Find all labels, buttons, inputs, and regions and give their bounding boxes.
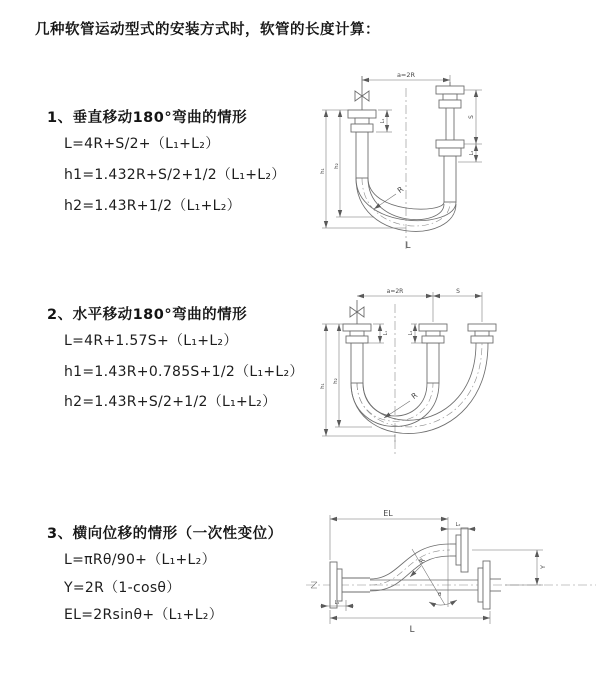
dim-label-l2: L₂ (469, 150, 475, 156)
formula-line: L=4R+1.57S+（L₁+L₂） (64, 333, 238, 349)
radius-label: R (409, 390, 420, 401)
dimension-l (330, 610, 490, 635)
dim-label-l2: L₂ (455, 522, 461, 528)
dim-label-a2r: a=2R (396, 71, 416, 79)
braided-hose-right (444, 156, 456, 202)
dim-label-l1: L₁ (380, 118, 386, 124)
left-pipe-fitting (348, 76, 376, 132)
braided-hose-left (356, 132, 368, 178)
dimension-s (460, 90, 482, 144)
moved-pipe-fitting (468, 324, 496, 343)
angle-label: θ (438, 592, 442, 598)
braided-hose-left (351, 343, 363, 383)
dim-label-h1: h₁ (320, 168, 326, 174)
dimension-s (433, 288, 482, 296)
diagram-3-lateral-displacement (300, 505, 600, 643)
radius-label: R (395, 184, 406, 195)
diagram-2-horizontal-bend (312, 286, 600, 462)
formula-line: h1=1.43R+0.785S+1/2（L₁+L₂） (64, 364, 304, 380)
dimension-l1 (376, 110, 392, 132)
dim-label-el: EL (383, 509, 393, 518)
left-pipe-fitting (343, 300, 371, 343)
dim-label-s: S (456, 288, 460, 295)
hose-u-bend (351, 343, 488, 434)
radius-leader (410, 556, 427, 577)
dim-label-a2r: a=2R (386, 288, 404, 295)
dimension-l2 (440, 522, 476, 529)
formula-line: L=πRθ/90+（L₁+L₂） (64, 552, 216, 568)
dim-label-s: S (469, 115, 475, 119)
formula-line: h2=1.43R+S/2+1/2（L₁+L₂） (64, 394, 277, 410)
section-2-heading: 2、水平移动180°弯曲的情形 (47, 307, 248, 323)
radius-label: R (417, 556, 427, 566)
formula-line: Y=2R（1-cosθ） (64, 580, 181, 596)
section-3-heading: 3、横向位移的情形（一次性变位） (47, 526, 283, 542)
section-1-heading: 1、垂直移动180°弯曲的情形 (47, 110, 248, 126)
page-title: 几种软管运动型式的安装方式时，软管的长度计算： (35, 22, 380, 38)
formula-line: h1=1.432R+S/2+1/2（L₁+L₂） (64, 167, 286, 183)
length-label: L (405, 241, 411, 251)
dimension-l1 (320, 600, 354, 611)
dimension-el (330, 509, 448, 560)
formula-line: L=4R+S/2+（L₁+L₂） (64, 136, 220, 152)
dim-label-l1: L₁ (334, 600, 340, 606)
dimension-a2r (357, 288, 482, 322)
dim-label-l: L (409, 625, 415, 635)
angle-theta (429, 592, 457, 605)
dim-label-h2: h₂ (333, 378, 339, 384)
formula-line: h2=1.43R+1/2（L₁+L₂） (64, 198, 241, 214)
right-flange-fitting-displaced (450, 528, 468, 572)
braided-hose-middle (427, 343, 439, 383)
dim-label-l2: L₂ (409, 330, 414, 336)
dim-label-l1: L₁ (384, 330, 389, 336)
hose-s-curve (370, 544, 450, 591)
radius-leader (384, 391, 419, 418)
dim-label-h2: h₂ (334, 163, 340, 169)
diagram-1-vertical-bend (310, 66, 590, 258)
dim-label-h1: h₁ (320, 383, 326, 389)
dimension-a2r (362, 71, 450, 84)
right-pipe-fitting (436, 82, 464, 156)
dim-label-y: Y (539, 565, 547, 569)
formula-line: EL=2Rsinθ+（L₁+L₂） (64, 607, 224, 623)
middle-pipe-fitting (419, 324, 447, 343)
